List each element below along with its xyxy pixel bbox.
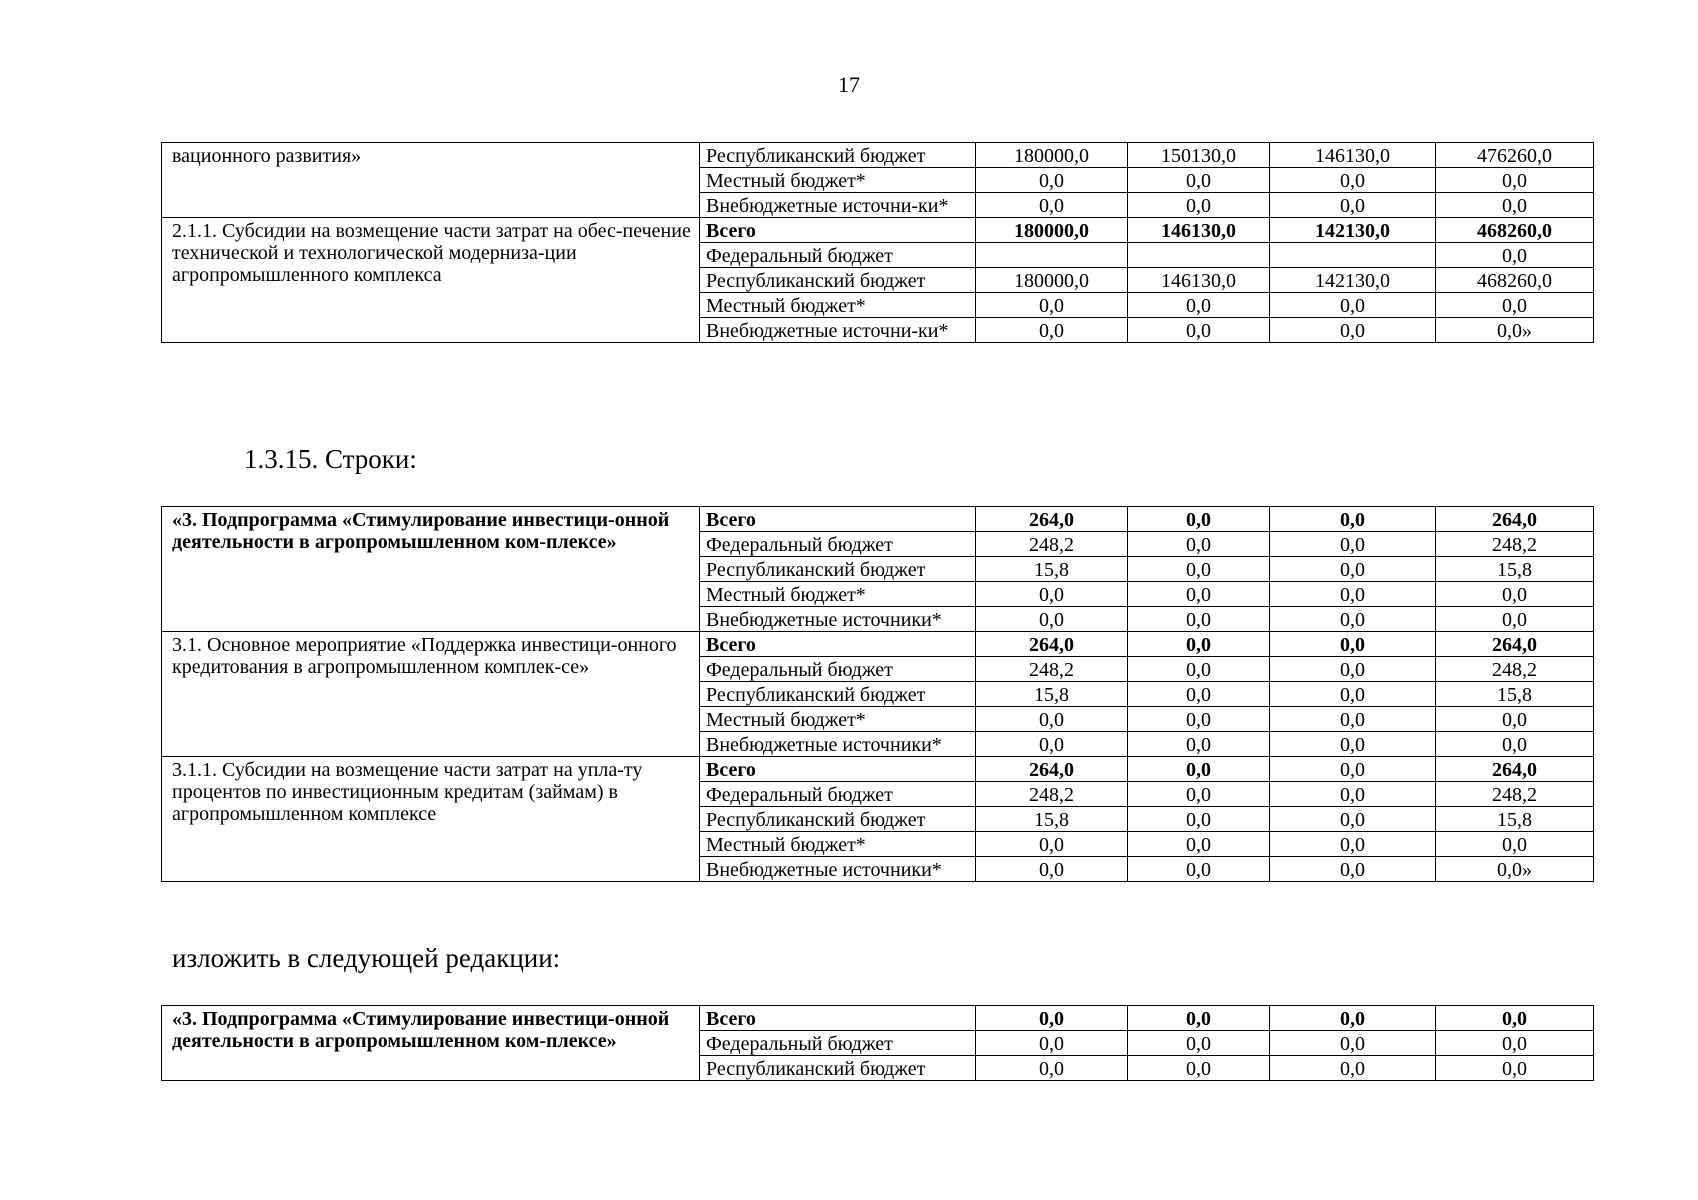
value-cell: 0,0: [1128, 582, 1270, 607]
value-cell: 150130,0: [1128, 143, 1270, 168]
value-cell: 0,0: [976, 857, 1128, 882]
value-cell: 0,0: [976, 707, 1128, 732]
value-cell: 0,0: [976, 1006, 1128, 1031]
funding-source: Внебюджетные источники*: [700, 732, 976, 757]
table-row: [162, 1006, 1594, 1031]
value-cell: 0,0: [976, 582, 1128, 607]
section-heading: изложить в следующей редакции:: [172, 943, 561, 973]
budget-table-2: [161, 506, 1594, 882]
value-cell: 0,0: [1128, 293, 1270, 318]
budget-table-1: [161, 142, 1594, 343]
table-row: [162, 143, 1594, 168]
value-cell: 0,0: [1270, 732, 1436, 757]
value-cell: 264,0: [976, 632, 1128, 657]
value-cell: 15,8: [976, 557, 1128, 582]
funding-source: Республиканский бюджет: [700, 682, 976, 707]
value-cell: 0,0: [976, 168, 1128, 193]
value-cell: 0,0: [1128, 782, 1270, 807]
value-cell: 0,0: [1270, 1031, 1436, 1056]
funding-source: Местный бюджет*: [700, 293, 976, 318]
value-cell: 476260,0: [1436, 143, 1594, 168]
value-cell: 0,0: [976, 832, 1128, 857]
table-row: [162, 757, 1594, 782]
value-cell: 248,2: [1436, 657, 1594, 682]
funding-source: Местный бюджет*: [700, 582, 976, 607]
value-cell: 0,0: [976, 318, 1128, 343]
value-cell: 0,0: [1270, 782, 1436, 807]
value-cell: 0,0: [1436, 168, 1594, 193]
value-cell: 15,8: [1436, 557, 1594, 582]
value-cell: 0,0: [1270, 682, 1436, 707]
funding-source: Республиканский бюджет: [700, 268, 976, 293]
value-cell: 15,8: [1436, 807, 1594, 832]
value-cell: 0,0: [1436, 732, 1594, 757]
value-cell: 0,0: [1128, 1031, 1270, 1056]
funding-source: Всего: [700, 632, 976, 657]
funding-source: Внебюджетные источни-ки*: [700, 193, 976, 218]
value-cell: 180000,0: [976, 268, 1128, 293]
value-cell: 264,0: [1436, 507, 1594, 532]
table-row: [162, 632, 1594, 657]
funding-source: Республиканский бюджет: [700, 1056, 976, 1081]
value-cell: 0,0: [1270, 1056, 1436, 1081]
table-row: [162, 507, 1594, 532]
value-cell: 0,0: [1436, 707, 1594, 732]
activity-description: «3. Подпрограмма «Стимулирование инвестици-онной деятельности в агропромышленном ком-плексе»: [162, 1006, 700, 1081]
value-cell: 0,0: [1270, 193, 1436, 218]
value-cell: 264,0: [1436, 757, 1594, 782]
value-cell: 0,0: [976, 1031, 1128, 1056]
funding-source: Всего: [700, 507, 976, 532]
value-cell: 146130,0: [1128, 218, 1270, 243]
value-cell: 0,0: [1128, 193, 1270, 218]
value-cell: 142130,0: [1270, 218, 1436, 243]
funding-source: Всего: [700, 757, 976, 782]
value-cell: 248,2: [976, 782, 1128, 807]
value-cell: 468260,0: [1436, 268, 1594, 293]
activity-description: «3. Подпрограмма «Стимулирование инвестици-онной деятельности в агропромышленном ком-плексе»: [162, 507, 700, 632]
value-cell: 0,0: [1128, 557, 1270, 582]
funding-source: Федеральный бюджет: [700, 782, 976, 807]
value-cell: 142130,0: [1270, 268, 1436, 293]
value-cell: 0,0: [1270, 707, 1436, 732]
value-cell: 0,0: [1270, 168, 1436, 193]
value-cell: 0,0: [976, 607, 1128, 632]
funding-source: Местный бюджет*: [700, 707, 976, 732]
value-cell: 0,0: [1128, 682, 1270, 707]
value-cell: [1270, 243, 1436, 268]
value-cell: 0,0: [1128, 807, 1270, 832]
value-cell: 0,0: [1436, 832, 1594, 857]
funding-source: Федеральный бюджет: [700, 532, 976, 557]
value-cell: 0,0: [1270, 632, 1436, 657]
value-cell: 248,2: [1436, 532, 1594, 557]
value-cell: 0,0: [1128, 632, 1270, 657]
value-cell: 0,0: [1270, 657, 1436, 682]
value-cell: [1128, 243, 1270, 268]
value-cell: 0,0: [1128, 507, 1270, 532]
value-cell: 0,0: [976, 293, 1128, 318]
value-cell: 0,0: [1436, 607, 1594, 632]
value-cell: 0,0: [1270, 857, 1436, 882]
value-cell: 264,0: [976, 507, 1128, 532]
table-row: [162, 218, 1594, 243]
activity-description: вационного развития»: [162, 143, 700, 218]
value-cell: 15,8: [976, 807, 1128, 832]
value-cell: 0,0: [1270, 1006, 1436, 1031]
value-cell: 0,0: [1270, 507, 1436, 532]
section-heading: 1.3.15. Строки:: [244, 444, 417, 474]
value-cell: 264,0: [976, 757, 1128, 782]
value-cell: 146130,0: [1270, 143, 1436, 168]
value-cell: 0,0: [1270, 557, 1436, 582]
value-cell: 0,0: [976, 1056, 1128, 1081]
value-cell: 15,8: [1436, 682, 1594, 707]
value-cell: 15,8: [976, 682, 1128, 707]
value-cell: 180000,0: [976, 143, 1128, 168]
funding-source: Местный бюджет*: [700, 832, 976, 857]
value-cell: 0,0: [1436, 1031, 1594, 1056]
value-cell: 0,0: [1128, 732, 1270, 757]
value-cell: 0,0: [1270, 318, 1436, 343]
value-cell: 248,2: [976, 657, 1128, 682]
value-cell: 0,0: [1128, 657, 1270, 682]
value-cell: 0,0: [1436, 193, 1594, 218]
value-cell: 248,2: [1436, 782, 1594, 807]
value-cell: 146130,0: [1128, 268, 1270, 293]
activity-description: 3.1.1. Субсидии на возмещение части затрат на упла-ту процентов по инвестиционным кредитам (займам) в агропромышленном комплексе: [162, 757, 700, 882]
funding-source: Республиканский бюджет: [700, 807, 976, 832]
budget-table-3: [161, 1005, 1594, 1081]
funding-source: Федеральный бюджет: [700, 657, 976, 682]
page-number: 17: [838, 72, 860, 97]
value-cell: 0,0: [1128, 1006, 1270, 1031]
value-cell: 180000,0: [976, 218, 1128, 243]
activity-description: 3.1. Основное мероприятие «Поддержка инвестици-онного кредитования в агропромышленном комплек-се»: [162, 632, 700, 757]
value-cell: 0,0: [976, 193, 1128, 218]
funding-source: Внебюджетные источни-ки*: [700, 318, 976, 343]
value-cell: 0,0: [1436, 1006, 1594, 1031]
funding-source: Всего: [700, 218, 976, 243]
value-cell: 0,0: [1270, 293, 1436, 318]
value-cell: 0,0: [1128, 1056, 1270, 1081]
value-cell: 0,0: [1436, 582, 1594, 607]
value-cell: 0,0»: [1436, 318, 1594, 343]
value-cell: 0,0: [1270, 582, 1436, 607]
value-cell: 0,0: [1128, 857, 1270, 882]
funding-source: Федеральный бюджет: [700, 243, 976, 268]
funding-source: Всего: [700, 1006, 976, 1031]
value-cell: 0,0: [1128, 832, 1270, 857]
value-cell: 0,0: [1128, 607, 1270, 632]
value-cell: 0,0: [1270, 757, 1436, 782]
value-cell: 0,0: [1128, 532, 1270, 557]
value-cell: 0,0: [976, 732, 1128, 757]
funding-source: Внебюджетные источники*: [700, 857, 976, 882]
value-cell: 0,0: [1436, 243, 1594, 268]
activity-description: 2.1.1. Субсидии на возмещение части затрат на обес-печение технической и технологической модерниза-ции агропромышленного комплекса: [162, 218, 700, 343]
value-cell: 468260,0: [1436, 218, 1594, 243]
funding-source: Федеральный бюджет: [700, 1031, 976, 1056]
value-cell: 0,0: [1128, 168, 1270, 193]
value-cell: 0,0: [1270, 832, 1436, 857]
value-cell: 264,0: [1436, 632, 1594, 657]
value-cell: 0,0: [1436, 1056, 1594, 1081]
value-cell: 0,0: [1270, 607, 1436, 632]
value-cell: 0,0»: [1436, 857, 1594, 882]
value-cell: [976, 243, 1128, 268]
value-cell: 0,0: [1270, 807, 1436, 832]
value-cell: 0,0: [1128, 757, 1270, 782]
value-cell: 0,0: [1270, 532, 1436, 557]
value-cell: 248,2: [976, 532, 1128, 557]
funding-source: Внебюджетные источники*: [700, 607, 976, 632]
funding-source: Местный бюджет*: [700, 168, 976, 193]
funding-source: Республиканский бюджет: [700, 143, 976, 168]
value-cell: 0,0: [1128, 318, 1270, 343]
funding-source: Республиканский бюджет: [700, 557, 976, 582]
value-cell: 0,0: [1128, 707, 1270, 732]
value-cell: 0,0: [1436, 293, 1594, 318]
